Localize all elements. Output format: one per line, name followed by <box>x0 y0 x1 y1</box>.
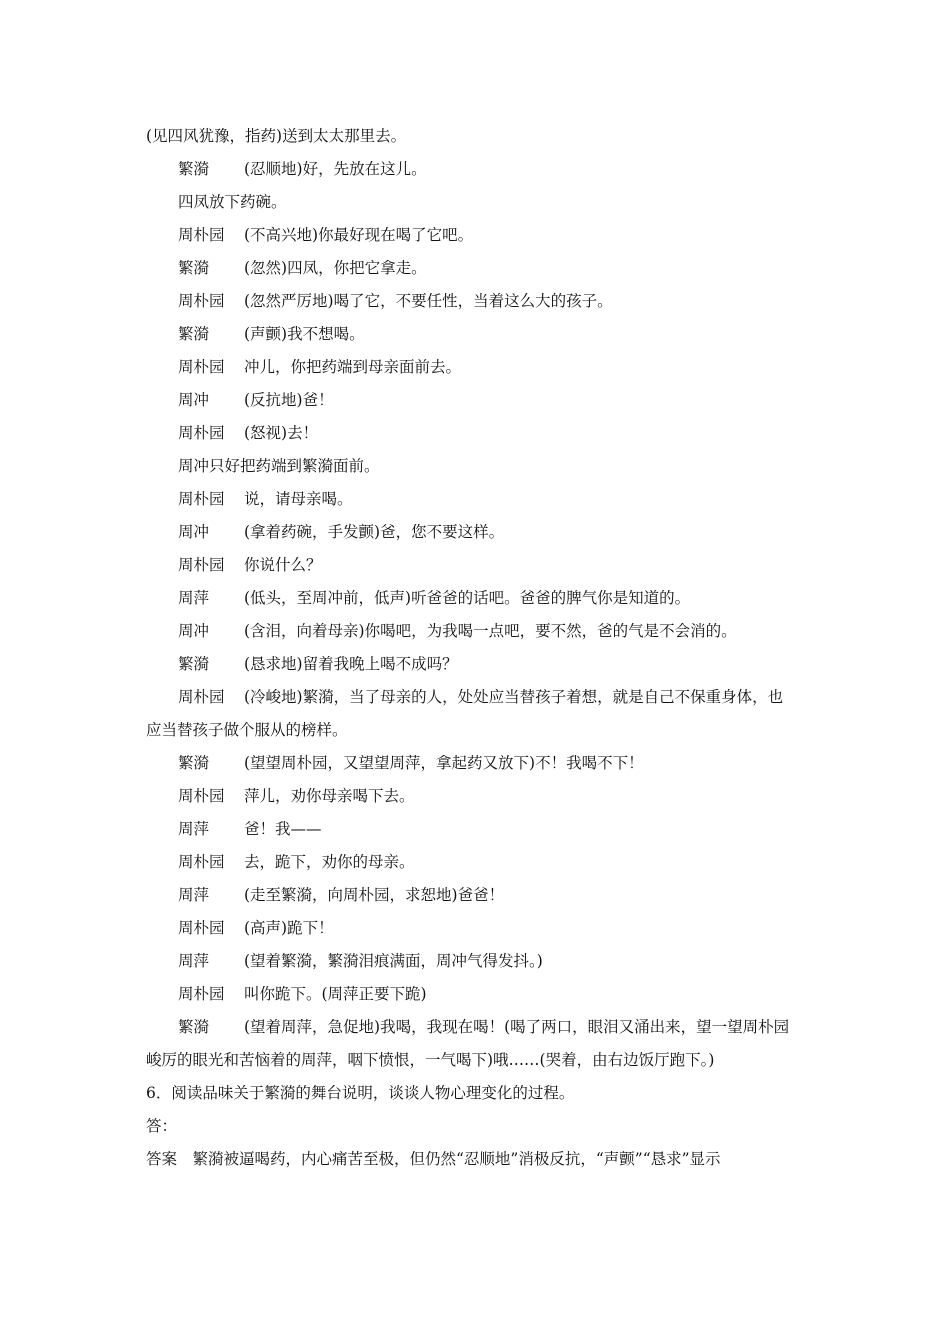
text-line <box>146 285 808 318</box>
text-line <box>146 351 808 384</box>
line-text: (冷峻地)繁漪，当了母亲的人，处处应当替孩子着想，就是自己不保重身体，也 <box>244 688 784 706</box>
line-text: 去，跪下，劝你的母亲。 <box>244 853 415 871</box>
text-line <box>146 186 808 219</box>
text-line <box>146 780 808 813</box>
text-line <box>146 1011 808 1044</box>
speaker-name: 繁漪 <box>178 325 210 343</box>
line-text: (含泪，向着母亲)你喝吧，为我喝一点吧，要不然，爸的气是不会消的。 <box>244 622 737 640</box>
line-text: 答案 繁漪被逼喝药，内心痛苦至极，但仍然“忍顺地”消极反抗，“声颤”“恳求”显示 <box>146 1150 721 1168</box>
line-text: (忽然严厉地)喝了它，不要任性，当着这么大的孩子。 <box>244 292 613 310</box>
speaker-name: 周朴园 <box>178 358 225 376</box>
line-text: 6．阅读品味关于繁漪的舞台说明，谈谈人物心理变化的过程。 <box>146 1084 575 1102</box>
text-line <box>146 714 808 747</box>
line-text: (声颤)我不想喝。 <box>244 325 365 343</box>
text-line <box>146 1077 808 1110</box>
line-text: 应当替孩子做个服从的榜样。 <box>146 721 348 739</box>
speaker-name: 周朴园 <box>178 490 225 508</box>
line-text: (望着周萍，急促地)我喝，我现在喝！(喝了两口，眼泪又涌出来，望一望周朴园 <box>244 1018 790 1036</box>
speaker-name: 周萍 <box>178 820 210 838</box>
text-line <box>146 1044 808 1077</box>
speaker-name: 周朴园 <box>178 226 225 244</box>
speaker-name: 周冲 <box>178 622 210 640</box>
line-text: (忍顺地)好，先放在这儿。 <box>244 160 427 178</box>
line-text: (忽然)四凤，你把它拿走。 <box>244 259 427 277</box>
line-text: (望着繁漪，繁漪泪痕满面，周冲气得发抖。) <box>244 952 543 970</box>
speaker-name: 周萍 <box>178 886 210 904</box>
line-text: (走至繁漪，向周朴园，求恕地)爸爸！ <box>244 886 505 904</box>
text-line <box>146 879 808 912</box>
text-line <box>146 582 808 615</box>
speaker-name: 周朴园 <box>178 292 225 310</box>
speaker-name: 周冲 <box>178 523 210 541</box>
text-line <box>146 978 808 1011</box>
text-line <box>146 450 808 483</box>
line-text: 峻厉的眼光和苦恼着的周萍，咽下愤恨，一气喝下)哦……(哭着，由右边饭厅跑下。) <box>146 1051 715 1069</box>
speaker-name: 周冲 <box>178 391 210 409</box>
speaker-name: 繁漪 <box>178 1018 210 1036</box>
text-line <box>146 153 808 186</box>
line-text: (恳求地)留着我晚上喝不成吗？ <box>244 655 458 673</box>
text-line <box>146 813 808 846</box>
speaker-name: 周朴园 <box>178 985 225 1003</box>
speaker-name: 周萍 <box>178 952 210 970</box>
speaker-name: 繁漪 <box>178 259 210 277</box>
text-line <box>146 483 808 516</box>
line-text: 爸！我—— <box>244 820 322 838</box>
line-text: (高声)跪下！ <box>244 919 334 937</box>
speaker-name: 周朴园 <box>178 688 225 706</box>
text-line <box>146 648 808 681</box>
text-line <box>146 1143 808 1176</box>
text-line <box>146 747 808 780</box>
speaker-name: 周朴园 <box>178 556 225 574</box>
line-text: (反抗地)爸！ <box>244 391 334 409</box>
speaker-name: 周萍 <box>178 589 210 607</box>
speaker-name: 周朴园 <box>178 919 225 937</box>
text-line <box>146 1110 808 1143</box>
text-line <box>146 417 808 450</box>
speaker-name: 周朴园 <box>178 787 225 805</box>
speaker-name: 繁漪 <box>178 655 210 673</box>
line-text: 冲儿，你把药端到母亲面前去。 <box>244 358 462 376</box>
line-text: (拿着药碗，手发颤)爸，您不要这样。 <box>244 523 505 541</box>
text-line <box>146 681 808 714</box>
line-text: 周冲只好把药端到繁漪面前。 <box>178 457 380 475</box>
line-text: (不高兴地)你最好现在喝了它吧。 <box>244 226 474 244</box>
text-line <box>146 516 808 549</box>
text-line <box>146 384 808 417</box>
line-text: 说，请母亲喝。 <box>244 490 353 508</box>
text-line <box>146 615 808 648</box>
line-text: 答： <box>146 1117 178 1135</box>
line-text: 萍儿，劝你母亲喝下去。 <box>244 787 415 805</box>
text-line <box>146 318 808 351</box>
text-line <box>146 945 808 978</box>
text-line <box>146 120 808 153</box>
text-line <box>146 252 808 285</box>
line-text: (望望周朴园，又望望周萍，拿起药又放下)不！我喝不下！ <box>244 754 644 772</box>
line-text: (低头，至周冲前，低声)听爸爸的话吧。爸爸的脾气你是知道的。 <box>244 589 691 607</box>
line-text: 你说什么？ <box>244 556 322 574</box>
line-text: (怒视)去！ <box>244 424 319 442</box>
line-text: 叫你跪下。(周萍正要下跪) <box>244 985 427 1003</box>
speaker-name: 周朴园 <box>178 424 225 442</box>
speaker-name: 周朴园 <box>178 853 225 871</box>
speaker-name: 繁漪 <box>178 754 210 772</box>
line-text: 四凤放下药碗。 <box>178 193 287 211</box>
line-text: (见四风犹豫，指药)送到太太那里去。 <box>146 127 407 145</box>
text-line <box>146 912 808 945</box>
text-line <box>146 846 808 879</box>
script-text <box>146 120 808 1176</box>
text-line <box>146 219 808 252</box>
speaker-name: 繁漪 <box>178 160 210 178</box>
text-line <box>146 549 808 582</box>
